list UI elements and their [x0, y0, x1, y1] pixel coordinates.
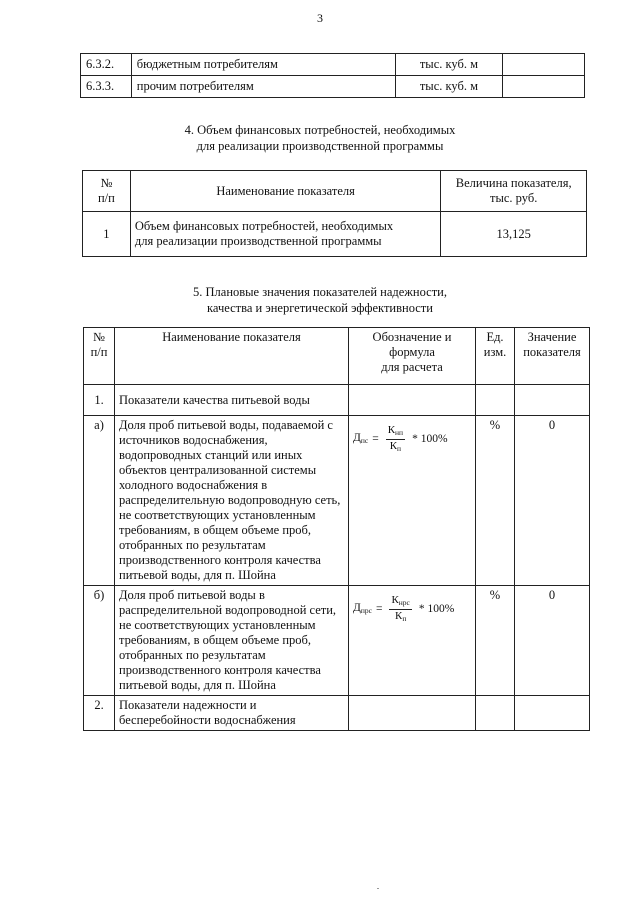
row-number: 6.3.2. [81, 54, 132, 76]
formula [353, 594, 458, 625]
empty-cell [515, 385, 590, 416]
heading-line: качества и энергетической эффективности [207, 301, 433, 315]
header-text: Значение [527, 330, 577, 344]
header-text: изм. [483, 345, 507, 359]
header-text: формула [389, 345, 435, 359]
table-header-row [83, 171, 587, 212]
formula-fraction [386, 424, 405, 455]
table-row [83, 212, 587, 257]
header-text: п/п [97, 191, 115, 205]
row-value: 13,125 [441, 212, 587, 257]
header-text: № [93, 330, 105, 344]
row-value: 0 [515, 416, 590, 586]
header-formula [349, 328, 476, 385]
row-name: Доля проб питьевой воды в распределительной водопроводной сети, не соответствующих установленным требованиям, в общем объеме проб, отобранных по результатам производственного контроля качества питьевой воды, для п. Шойна [115, 586, 349, 696]
header-value [441, 171, 587, 212]
fraction-denominator [388, 440, 403, 455]
fraction-numerator [386, 424, 405, 440]
header-num [84, 328, 115, 385]
formula-symbol: Д [353, 602, 361, 614]
formula-subscript: нрс [398, 598, 410, 607]
formula-symbol: К [394, 610, 403, 622]
header-text: для расчета [381, 360, 443, 374]
formula-subscript: нп [395, 428, 404, 437]
row-unit: % [476, 586, 515, 696]
header-text: Величина показателя, [455, 176, 572, 190]
empty-cell [476, 696, 515, 731]
row-name-line: для реализации производственной программы [134, 234, 382, 248]
row-name: прочим потребителям [131, 76, 395, 98]
formula-equals: = [372, 433, 379, 445]
formula-multiplier: * 100% [412, 433, 448, 445]
formula [353, 424, 452, 455]
empty-cell [515, 696, 590, 731]
formula-lhs [353, 601, 372, 618]
formula-symbol: К [389, 440, 398, 452]
group-row [84, 696, 590, 731]
row-value [503, 54, 585, 76]
formula-equals: = [375, 603, 383, 615]
formula-symbol: Д [353, 432, 361, 444]
formula-lhs [353, 431, 368, 448]
row-number: 2. [84, 696, 115, 731]
header-name: Наименование показателя [130, 171, 441, 212]
empty-cell [476, 385, 515, 416]
table-header-row [84, 328, 590, 385]
formula-symbol: К [387, 424, 396, 436]
formula-multiplier: * 100% [418, 603, 455, 615]
row-name: бюджетным потребителям [131, 54, 395, 76]
formula-subscript: п [402, 614, 407, 623]
header-text: п/п [90, 345, 108, 359]
table-row [81, 76, 585, 98]
row-number: 6.3.3. [81, 76, 132, 98]
table-row [84, 416, 590, 586]
formula-symbol: К [391, 594, 399, 606]
formula-subscript: прс [360, 606, 372, 615]
fraction-denominator [393, 610, 408, 625]
row-number: а) [84, 416, 115, 586]
indicators-table [83, 327, 590, 731]
empty-cell [349, 696, 476, 731]
group-row [84, 385, 590, 416]
heading-line: 4. Объем финансовых потребностей, необходимых [184, 123, 456, 137]
header-text: тыс. руб. [490, 191, 538, 205]
header-text: показателя [523, 345, 581, 359]
header-text: Обозначение и [372, 330, 452, 344]
volume-table [80, 53, 585, 98]
row-name [130, 212, 441, 257]
section-5-heading [0, 284, 640, 316]
row-number: б) [84, 586, 115, 696]
financial-table [82, 170, 587, 257]
row-number: 1. [84, 385, 115, 416]
fraction-numerator [389, 594, 411, 610]
formula-fraction [389, 594, 411, 625]
header-value [515, 328, 590, 385]
table-row [81, 54, 585, 76]
header-text: № [100, 176, 113, 190]
section-4-heading [0, 122, 640, 154]
group-name: Показатели качества питьевой воды [115, 385, 349, 416]
row-name-line: Объем финансовых потребностей, необходимых [134, 219, 394, 233]
header-unit [476, 328, 515, 385]
row-value [503, 76, 585, 98]
row-name: Доля проб питьевой воды, подаваемой с источников водоснабжения, водопроводных станций или иных объектов централизованной системы холодного водоснабжения в распределительную водопроводную сеть, не соответствующих установленным требованиям, в общем объеме проб, отобранных по результатам производственного контроля качества питьевой воды, для п. Шойна [115, 416, 349, 586]
page-number: 3 [317, 11, 323, 25]
row-unit: % [476, 416, 515, 586]
table-row [84, 586, 590, 696]
header-text: Ед. [486, 330, 504, 344]
row-number: 1 [83, 212, 131, 257]
formula-subscript: п [397, 444, 402, 453]
formula-subscript: пс [360, 436, 369, 445]
scan-speck [377, 888, 379, 889]
heading-line: для реализации производственной программы [196, 139, 444, 153]
row-value: 0 [515, 586, 590, 696]
row-unit: тыс. куб. м [395, 54, 503, 76]
empty-cell [349, 385, 476, 416]
group-name: Показатели надежности и бесперебойности водоснабжения [115, 696, 349, 731]
row-formula [349, 586, 476, 696]
header-num [83, 171, 131, 212]
row-unit: тыс. куб. м [395, 76, 503, 98]
header-name: Наименование показателя [115, 328, 349, 385]
heading-line: 5. Плановые значения показателей надежности, [193, 285, 447, 299]
row-formula [349, 416, 476, 586]
